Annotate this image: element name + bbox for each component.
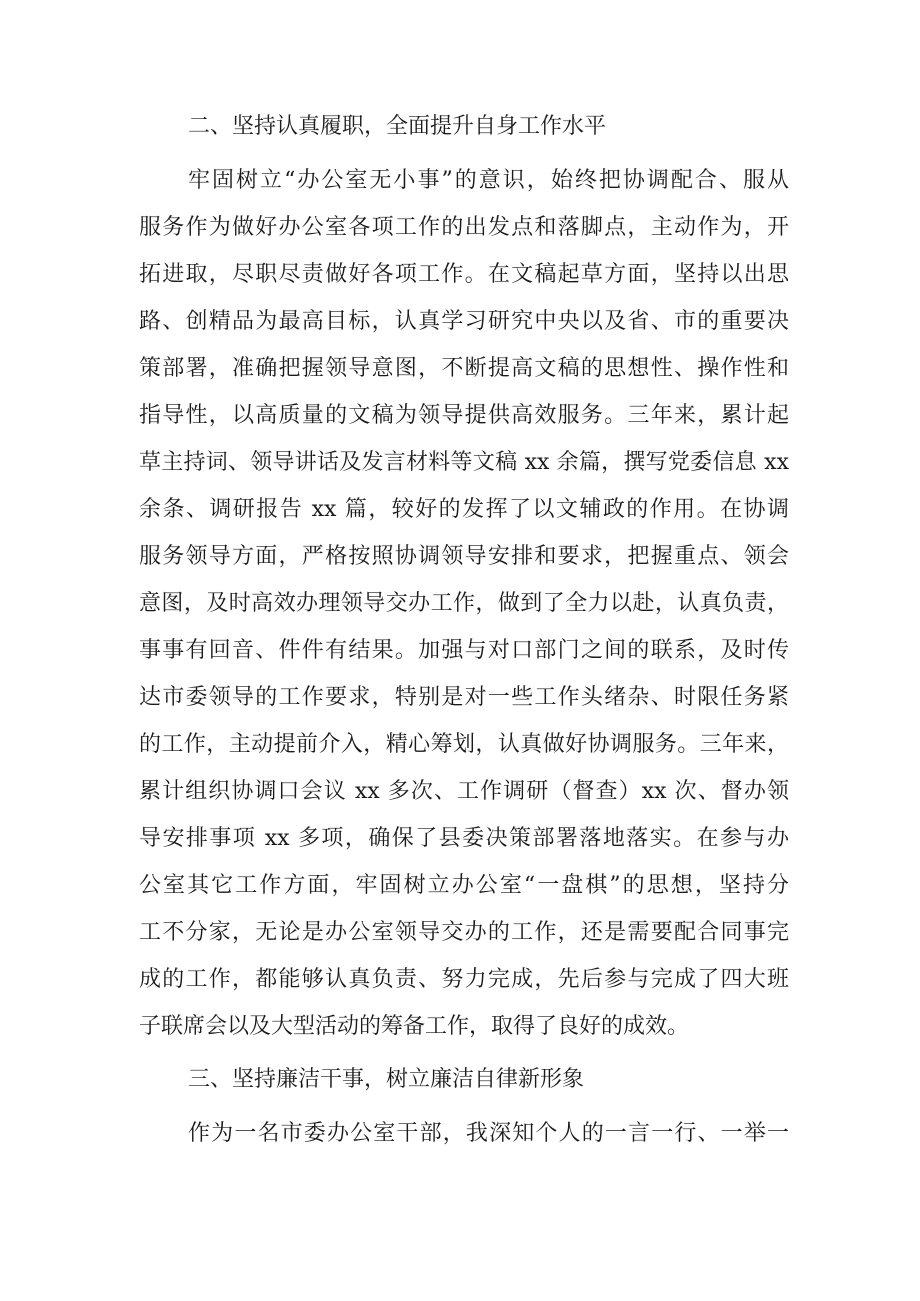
paragraph-line: 意图，及时高效办理领导交办工作，做到了全力以赴，认真负责， — [139, 591, 789, 616]
paragraph-line: 路、创精品为最高目标，认真学习研究中央以及省、市的重要决 — [139, 309, 789, 334]
paragraph-line: 的工作，主动提前介入，精心筹划，认真做好协调服务。三年来， — [139, 732, 789, 757]
paragraph-line: 草主持词、领导讲话及发言材料等文稿 xx 余篇，撰写党委信息 xx — [139, 450, 789, 475]
paragraph-line: 工不分家，无论是办公室领导交办的工作，还是需要配合同事完 — [139, 920, 789, 945]
paragraph-line: 策部署，准确把握领导意图，不断提高文稿的思想性、操作性和 — [139, 356, 789, 381]
paragraph-line: 子联席会以及大型活动的筹备工作，取得了良好的成效。 — [139, 1014, 690, 1039]
paragraph-line: 公室其它工作方面，牢固树立办公室“一盘棋”的思想，坚持分 — [139, 873, 789, 898]
paragraph-line: 事事有回音、件件有结果。加强与对口部门之间的联系，及时传 — [139, 638, 789, 663]
section-heading-3: 三、坚持廉洁干事，树立廉洁自律新形象 — [188, 1067, 585, 1092]
paragraph-line: 服务作为做好办公室各项工作的出发点和落脚点，主动作为，开 — [139, 215, 789, 240]
paragraph-line: 累计组织协调口会议 xx 多次、工作调研（督查）xx 次、督办领 — [139, 779, 789, 804]
paragraph-line: 牢固树立“办公室无小事”的意识，始终把协调配合、服从 — [188, 168, 789, 193]
paragraph-line: 指导性，以高质量的文稿为领导提供高效服务。三年来，累计起 — [139, 403, 789, 428]
paragraph-line: 成的工作，都能够认真负责、努力完成，先后参与完成了四大班 — [139, 967, 789, 992]
section-heading-2: 二、坚持认真履职，全面提升自身工作水平 — [188, 114, 607, 139]
paragraph-line: 导安排事项 xx 多项，确保了县委决策部署落地落实。在参与办 — [139, 826, 789, 851]
paragraph-line: 作为一名市委办公室干部，我深知个人的一言一行、一举一 — [188, 1121, 789, 1146]
paragraph-line: 拓进取，尽职尽责做好各项工作。在文稿起草方面，坚持以出思 — [139, 262, 789, 287]
paragraph-line: 余条、调研报告 xx 篇，较好的发挥了以文辅政的作用。在协调 — [139, 497, 789, 522]
paragraph-line: 服务领导方面，严格按照协调领导安排和要求，把握重点、领会 — [139, 544, 789, 569]
paragraph-line: 达市委领导的工作要求，特别是对一些工作头绪杂、时限任务紧 — [139, 685, 789, 710]
